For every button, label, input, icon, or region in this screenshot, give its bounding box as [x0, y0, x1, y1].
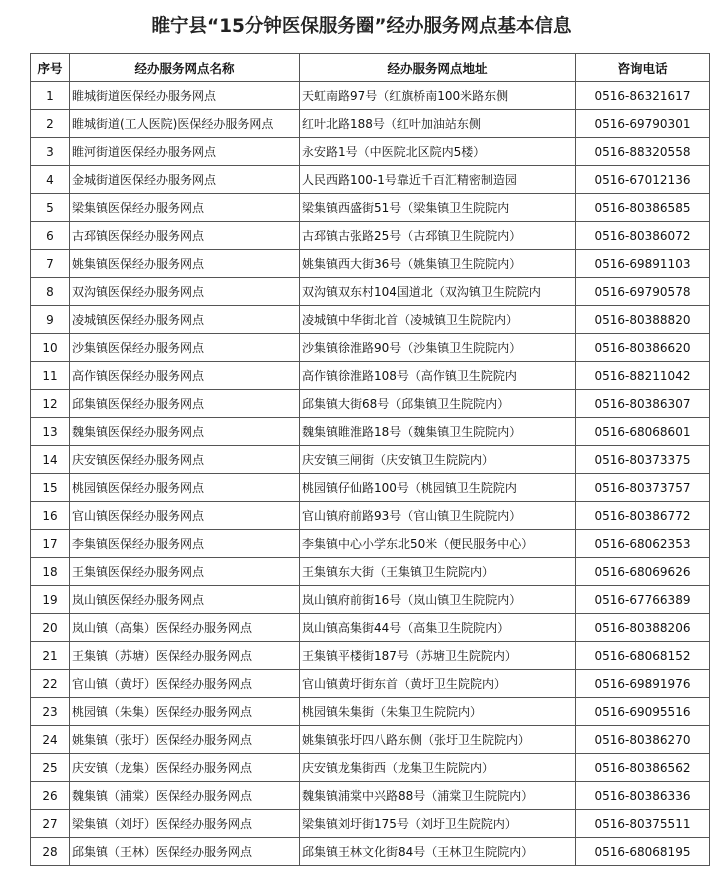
- point-name: 姚集镇（张圩）医保经办服务网点: [70, 726, 300, 754]
- point-address: 岚山镇高集街44号（高集卫生院院内）: [300, 614, 576, 642]
- point-address: 桃园镇朱集街（朱集卫生院院内）: [300, 698, 576, 726]
- table-row: [31, 754, 710, 782]
- point-address: 姚集镇张圩四八路东侧（张圩卫生院院内）: [300, 726, 576, 754]
- page-title: 睢宁县“15分钟医保服务圈”经办服务网点基本信息: [151, 16, 572, 37]
- row-index: 15: [31, 474, 70, 502]
- row-index: 10: [31, 334, 70, 362]
- phone-number: 0516-69790301: [576, 110, 710, 138]
- table-row: [31, 558, 710, 586]
- point-name: 梁集镇医保经办服务网点: [70, 194, 300, 222]
- point-name: 邱集镇（王林）医保经办服务网点: [70, 838, 300, 866]
- table-row: [31, 838, 710, 866]
- row-index: 2: [31, 110, 70, 138]
- phone-number: 0516-80386336: [576, 782, 710, 810]
- table-row: [31, 194, 710, 222]
- row-index: 1: [31, 82, 70, 110]
- point-address: 天虹南路97号（红旗桥南100米路东侧: [300, 82, 576, 110]
- point-address: 王集镇东大街（王集镇卫生院院内）: [300, 558, 576, 586]
- row-index: 4: [31, 166, 70, 194]
- row-index: 13: [31, 418, 70, 446]
- row-index: 11: [31, 362, 70, 390]
- table-row: [31, 502, 710, 530]
- phone-number: 0516-88211042: [576, 362, 710, 390]
- point-address: 魏集镇睢淮路18号（魏集镇卫生院院内）: [300, 418, 576, 446]
- point-address: 庆安镇三闸街（庆安镇卫生院院内）: [300, 446, 576, 474]
- phone-number: 0516-69891976: [576, 670, 710, 698]
- phone-number: 0516-80386562: [576, 754, 710, 782]
- phone-number: 0516-69891103: [576, 250, 710, 278]
- row-index: 21: [31, 642, 70, 670]
- point-name: 金城街道医保经办服务网点: [70, 166, 300, 194]
- row-index: 16: [31, 502, 70, 530]
- phone-number: 0516-80386620: [576, 334, 710, 362]
- point-address: 古邳镇古张路25号（古邳镇卫生院院内）: [300, 222, 576, 250]
- row-index: 19: [31, 586, 70, 614]
- table-row: [31, 418, 710, 446]
- phone-number: 0516-80375511: [576, 810, 710, 838]
- row-index: 5: [31, 194, 70, 222]
- header-phone: 咨询电话: [576, 54, 710, 82]
- phone-number: 0516-80386072: [576, 222, 710, 250]
- point-name: 王集镇（苏塘）医保经办服务网点: [70, 642, 300, 670]
- table-row: [31, 474, 710, 502]
- point-name: 桃园镇医保经办服务网点: [70, 474, 300, 502]
- phone-number: 0516-80386307: [576, 390, 710, 418]
- point-name: 魏集镇（浦棠）医保经办服务网点: [70, 782, 300, 810]
- row-index: 28: [31, 838, 70, 866]
- phone-number: 0516-69790578: [576, 278, 710, 306]
- point-name: 官山镇医保经办服务网点: [70, 502, 300, 530]
- point-name: 古邳镇医保经办服务网点: [70, 222, 300, 250]
- service-points-table: [30, 53, 710, 866]
- point-address: 梁集镇刘圩街175号（刘圩卫生院院内）: [300, 810, 576, 838]
- phone-number: 0516-80388820: [576, 306, 710, 334]
- header-name: 经办服务网点名称: [70, 54, 300, 82]
- header-index: 序号: [31, 54, 70, 82]
- table-row: [31, 698, 710, 726]
- point-name: 凌城镇医保经办服务网点: [70, 306, 300, 334]
- point-address: 高作镇徐淮路108号（高作镇卫生院院内: [300, 362, 576, 390]
- row-index: 18: [31, 558, 70, 586]
- phone-number: 0516-80373757: [576, 474, 710, 502]
- point-address: 沙集镇徐淮路90号（沙集镇卫生院院内）: [300, 334, 576, 362]
- table-row: [31, 110, 710, 138]
- row-index: 8: [31, 278, 70, 306]
- phone-number: 0516-68069626: [576, 558, 710, 586]
- row-index: 9: [31, 306, 70, 334]
- point-address: 红叶北路188号（红叶加油站东侧: [300, 110, 576, 138]
- table-row: [31, 138, 710, 166]
- point-address: 双沟镇双东村104国道北（双沟镇卫生院院内: [300, 278, 576, 306]
- point-name: 庆安镇（龙集）医保经办服务网点: [70, 754, 300, 782]
- phone-number: 0516-68062353: [576, 530, 710, 558]
- point-address: 李集镇中心小学东北50米（便民服务中心）: [300, 530, 576, 558]
- point-name: 魏集镇医保经办服务网点: [70, 418, 300, 446]
- phone-number: 0516-80373375: [576, 446, 710, 474]
- point-name: 李集镇医保经办服务网点: [70, 530, 300, 558]
- header-address: 经办服务网点地址: [300, 54, 576, 82]
- row-index: 7: [31, 250, 70, 278]
- row-index: 22: [31, 670, 70, 698]
- table-row: [31, 614, 710, 642]
- table-row: [31, 250, 710, 278]
- table-row: [31, 810, 710, 838]
- phone-number: 0516-68068601: [576, 418, 710, 446]
- point-name: 王集镇医保经办服务网点: [70, 558, 300, 586]
- point-name: 梁集镇（刘圩）医保经办服务网点: [70, 810, 300, 838]
- row-index: 24: [31, 726, 70, 754]
- table-row: [31, 642, 710, 670]
- table-row: [31, 334, 710, 362]
- table-row: [31, 362, 710, 390]
- row-index: 20: [31, 614, 70, 642]
- table-row: [31, 586, 710, 614]
- table-row: [31, 82, 710, 110]
- point-address: 凌城镇中华街北首（凌城镇卫生院院内）: [300, 306, 576, 334]
- phone-number: 0516-68068195: [576, 838, 710, 866]
- phone-number: 0516-67012136: [576, 166, 710, 194]
- point-name: 姚集镇医保经办服务网点: [70, 250, 300, 278]
- phone-number: 0516-88320558: [576, 138, 710, 166]
- point-address: 人民西路100-1号靠近千百汇精密制造园: [300, 166, 576, 194]
- point-address: 梁集镇西盛街51号（梁集镇卫生院院内: [300, 194, 576, 222]
- point-address: 岚山镇府前街16号（岚山镇卫生院院内）: [300, 586, 576, 614]
- row-index: 25: [31, 754, 70, 782]
- point-name: 岚山镇（高集）医保经办服务网点: [70, 614, 300, 642]
- table-row: [31, 390, 710, 418]
- table-row: [31, 670, 710, 698]
- phone-number: 0516-80386772: [576, 502, 710, 530]
- point-name: 邱集镇医保经办服务网点: [70, 390, 300, 418]
- table-row: [31, 222, 710, 250]
- point-name: 睢城街道(工人医院)医保经办服务网点: [70, 110, 300, 138]
- point-address: 姚集镇西大街36号（姚集镇卫生院院内）: [300, 250, 576, 278]
- phone-number: 0516-68068152: [576, 642, 710, 670]
- table-row: [31, 166, 710, 194]
- table-row: [31, 782, 710, 810]
- table-row: [31, 530, 710, 558]
- row-index: 27: [31, 810, 70, 838]
- row-index: 12: [31, 390, 70, 418]
- point-name: 庆安镇医保经办服务网点: [70, 446, 300, 474]
- row-index: 23: [31, 698, 70, 726]
- row-index: 3: [31, 138, 70, 166]
- point-address: 官山镇黄圩街东首（黄圩卫生院院内）: [300, 670, 576, 698]
- table-row: [31, 726, 710, 754]
- row-index: 26: [31, 782, 70, 810]
- point-name: 桃园镇（朱集）医保经办服务网点: [70, 698, 300, 726]
- point-name: 双沟镇医保经办服务网点: [70, 278, 300, 306]
- point-name: 沙集镇医保经办服务网点: [70, 334, 300, 362]
- point-address: 永安路1号（中医院北区院内5楼）: [300, 138, 576, 166]
- row-index: 14: [31, 446, 70, 474]
- row-index: 17: [31, 530, 70, 558]
- table-row: [31, 446, 710, 474]
- point-name: 睢城街道医保经办服务网点: [70, 82, 300, 110]
- point-address: 官山镇府前路93号（官山镇卫生院院内）: [300, 502, 576, 530]
- phone-number: 0516-86321617: [576, 82, 710, 110]
- point-name: 高作镇医保经办服务网点: [70, 362, 300, 390]
- phone-number: 0516-80386585: [576, 194, 710, 222]
- point-name: 睢河街道医保经办服务网点: [70, 138, 300, 166]
- point-name: 岚山镇医保经办服务网点: [70, 586, 300, 614]
- phone-number: 0516-69095516: [576, 698, 710, 726]
- point-address: 魏集镇浦棠中兴路88号（浦棠卫生院院内）: [300, 782, 576, 810]
- table-row: [31, 278, 710, 306]
- point-address: 桃园镇仔仙路100号（桃园镇卫生院院内: [300, 474, 576, 502]
- point-name: 官山镇（黄圩）医保经办服务网点: [70, 670, 300, 698]
- point-address: 邱集镇大街68号（邱集镇卫生院院内）: [300, 390, 576, 418]
- point-address: 庆安镇龙集街西（龙集卫生院院内）: [300, 754, 576, 782]
- table-header-row: [31, 54, 710, 82]
- phone-number: 0516-67766389: [576, 586, 710, 614]
- point-address: 王集镇平楼街187号（苏塘卫生院院内）: [300, 642, 576, 670]
- row-index: 6: [31, 222, 70, 250]
- table-row: [31, 306, 710, 334]
- phone-number: 0516-80388206: [576, 614, 710, 642]
- phone-number: 0516-80386270: [576, 726, 710, 754]
- point-address: 邱集镇王林文化街84号（王林卫生院院内）: [300, 838, 576, 866]
- table-body: [31, 82, 710, 866]
